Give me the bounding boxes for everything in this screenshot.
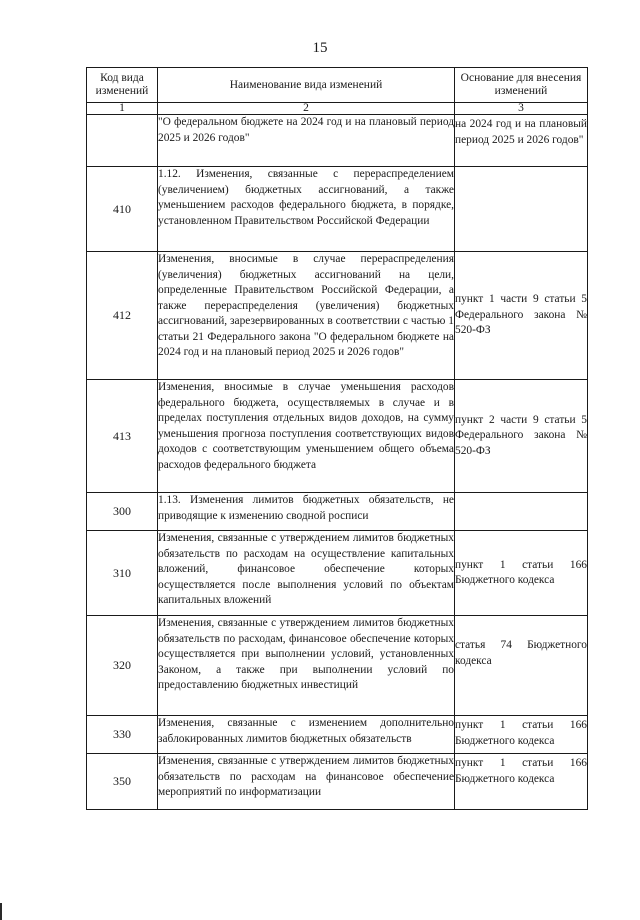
row-name: Изменения, связанные с утверждением лимитов бюджетных обязательств по расходам, финансовое обеспечение которых осуществляется при выполнении условий, установленных Законом, а также при выполнении условий по предоставлению бюджетных инвестиций bbox=[158, 616, 455, 716]
row-name: 1.12. Изменения, связанные с перераспределением (увеличением) бюджетных ассигнований, а также уменьшением расходов федерального бюджета, в порядке, установленном Правительством Российской Федерации bbox=[158, 167, 455, 252]
column-number: 2 bbox=[158, 103, 455, 115]
table-row bbox=[87, 380, 588, 493]
table-row bbox=[87, 754, 588, 810]
row-name: "О федеральном бюджете на 2024 год и на плановый период 2025 и 2026 годов" bbox=[158, 115, 455, 167]
table-row bbox=[87, 493, 588, 531]
page-number: 15 bbox=[312, 40, 328, 56]
row-code: 350 bbox=[87, 754, 158, 810]
row-code: 310 bbox=[87, 531, 158, 616]
table-row bbox=[87, 115, 588, 167]
row-name: Изменения, вносимые в случае перераспределения (увеличения) бюджетных ассигнований на цели, определенные Правительством Российской Федерации, а также перераспределения (увеличения) бюджетных ассигнований, зарезервированных в соответствии с частью 1 статьи 21 Федерального закона "О федеральном бюджете на 2024 год и на плановый период 2025 и 2026 годов" bbox=[158, 252, 455, 380]
row-basis: пункт 1 статьи 166 Бюджетного кодекса bbox=[455, 716, 588, 754]
column-number-row bbox=[87, 103, 588, 115]
row-basis: пункт 1 статьи 166 Бюджетного кодекса bbox=[455, 754, 588, 810]
row-code: 410 bbox=[87, 167, 158, 252]
row-basis bbox=[455, 167, 588, 252]
row-basis bbox=[455, 493, 588, 531]
row-name: 1.13. Изменения лимитов бюджетных обязательств, не приводящие к изменению сводной росписи bbox=[158, 493, 455, 531]
row-name: Изменения, связанные с утверждением лимитов бюджетных обязательств по расходам на осуществление капитальных вложений, финансовое обеспечение которых осуществляется после выполнения условий по объектам капитальных вложений bbox=[158, 531, 455, 616]
row-name: Изменения, связанные с изменением дополнительно заблокированных лимитов бюджетных обязательств bbox=[158, 716, 455, 754]
table-row bbox=[87, 252, 588, 380]
row-code: 413 bbox=[87, 380, 158, 493]
table-row bbox=[87, 167, 588, 252]
column-number: 3 bbox=[455, 103, 588, 115]
header-code: Код вида изменений bbox=[87, 68, 158, 103]
row-code: 412 bbox=[87, 252, 158, 380]
column-number: 1 bbox=[87, 103, 158, 115]
changes-table bbox=[86, 67, 588, 810]
scan-edge-mark bbox=[0, 903, 2, 920]
header-name: Наименование вида изменений bbox=[158, 68, 455, 103]
row-basis: на 2024 год и на плановый период 2025 и 2026 годов" bbox=[455, 115, 588, 167]
row-basis: статья 74 Бюджетного кодекса bbox=[455, 616, 588, 716]
row-code: 320 bbox=[87, 616, 158, 716]
row-basis: пункт 1 части 9 статьи 5 Федерального закона № 520-ФЗ bbox=[455, 252, 588, 380]
row-name: Изменения, вносимые в случае уменьшения расходов федерального бюджета, осуществляемых в случае и в пределах поступления отдельных видов доходов, на сумму уменьшения прогноза поступления соответствующих видов доходов с соответствующим уменьшением общего объема расходов федерального бюджета bbox=[158, 380, 455, 493]
table-header-row bbox=[87, 68, 588, 103]
table-row bbox=[87, 716, 588, 754]
row-basis: пункт 2 части 9 статьи 5 Федерального закона № 520-ФЗ bbox=[455, 380, 588, 493]
row-code: 330 bbox=[87, 716, 158, 754]
row-basis: пункт 1 статьи 166 Бюджетного кодекса bbox=[455, 531, 588, 616]
header-basis: Основание для внесения изменений bbox=[455, 68, 588, 103]
table-row bbox=[87, 616, 588, 716]
row-code: 300 bbox=[87, 493, 158, 531]
row-name: Изменения, связанные с утверждением лимитов бюджетных обязательств по расходам на финансовое обеспечение мероприятий по информатизации bbox=[158, 754, 455, 810]
row-code bbox=[87, 115, 158, 167]
table-row bbox=[87, 531, 588, 616]
